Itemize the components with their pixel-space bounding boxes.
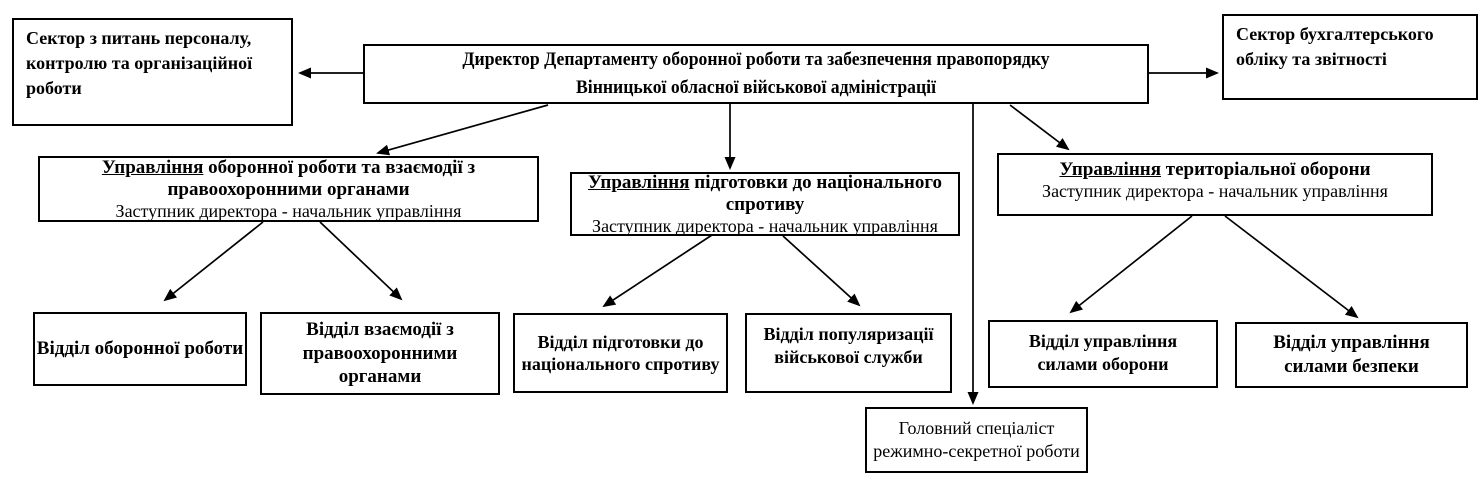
- dept-keyword-underlined: Управління: [101, 156, 204, 178]
- arrow-dept-resistance-to-unit-resist: [604, 235, 712, 306]
- node-dept-territorial-defense: [997, 153, 1433, 216]
- node-dept-defense-work-subtitle: Заступник директора - начальник управління: [115, 200, 462, 221]
- arrow-dept-territorial-to-unit-deforces: [1071, 216, 1192, 312]
- dept-title-rest: територіальної оборони: [1161, 159, 1371, 180]
- node-director-line2: Вінницької обласної військової адміністрації: [576, 77, 936, 98]
- node-chief-specialist-label: Головний спеціаліст режимно-секретної роботи: [873, 418, 1080, 461]
- dept-keyword-underlined: Управління: [1059, 159, 1161, 180]
- node-unit-resistance-prep: [513, 313, 728, 393]
- node-unit-defense-forces-label: Відділ управління силами оборони: [1028, 331, 1178, 374]
- node-dept-national-resistance-title: [572, 172, 958, 216]
- arrow-dept-territorial-to-unit-security: [1225, 216, 1357, 317]
- node-sector-accounting: [1222, 14, 1478, 100]
- node-sector-personnel-label: Сектор з питань персоналу, контролю та організаційної роботи: [26, 28, 253, 99]
- node-chief-specialist: [865, 407, 1088, 473]
- node-unit-defense-work-label: Відділ оборонної роботи: [36, 338, 244, 360]
- node-unit-law-enforcement-label: Відділ взаємодії з правоохоронними органами: [302, 318, 458, 388]
- node-dept-national-resistance: [570, 172, 960, 236]
- node-unit-military-service: [745, 313, 952, 393]
- dept-title-rest: оборонної роботи та взаємодії з правоохоронними органами: [167, 156, 476, 200]
- node-unit-security-forces: [1235, 322, 1468, 388]
- dept-title-rest: підготовки до національного спротиву: [689, 171, 942, 215]
- node-sector-personnel: [12, 18, 293, 126]
- node-unit-defense-forces: [988, 320, 1218, 388]
- node-director-text: [392, 46, 1119, 101]
- node-director-line1: Директор Департаменту оборонної роботи та забезпечення правопорядку: [462, 49, 1050, 71]
- arrow-dept-defense-to-unit-defense-work: [165, 222, 263, 300]
- node-unit-military-service-label: Відділ популяризації військової служби: [763, 324, 934, 367]
- node-unit-resistance-prep-label: Відділ підготовки до національного спротиву: [521, 331, 720, 374]
- arrow-director-to-dept-defense: [378, 105, 548, 153]
- arrow-dept-resistance-to-unit-military: [783, 236, 859, 305]
- arrow-director-to-dept-territorial: [1010, 105, 1068, 149]
- dept-keyword-underlined: Управління: [588, 171, 690, 193]
- node-unit-security-forces-label: Відділ управління силами безпеки: [1273, 332, 1430, 377]
- node-dept-territorial-defense-subtitle: Заступник директора - начальник управління: [1042, 181, 1388, 202]
- node-dept-defense-work: [38, 156, 539, 222]
- node-director: [363, 44, 1149, 104]
- node-unit-law-enforcement: [260, 312, 500, 395]
- node-sector-accounting-label: Сектор бухгалтерського обліку та звітності: [1236, 24, 1434, 70]
- arrow-dept-defense-to-unit-law: [320, 222, 401, 299]
- node-dept-defense-work-title: [40, 157, 537, 201]
- node-dept-national-resistance-subtitle: Заступник директора - начальник управління: [592, 215, 938, 236]
- node-unit-defense-work: [33, 312, 247, 386]
- node-dept-territorial-defense-title: [1059, 159, 1370, 181]
